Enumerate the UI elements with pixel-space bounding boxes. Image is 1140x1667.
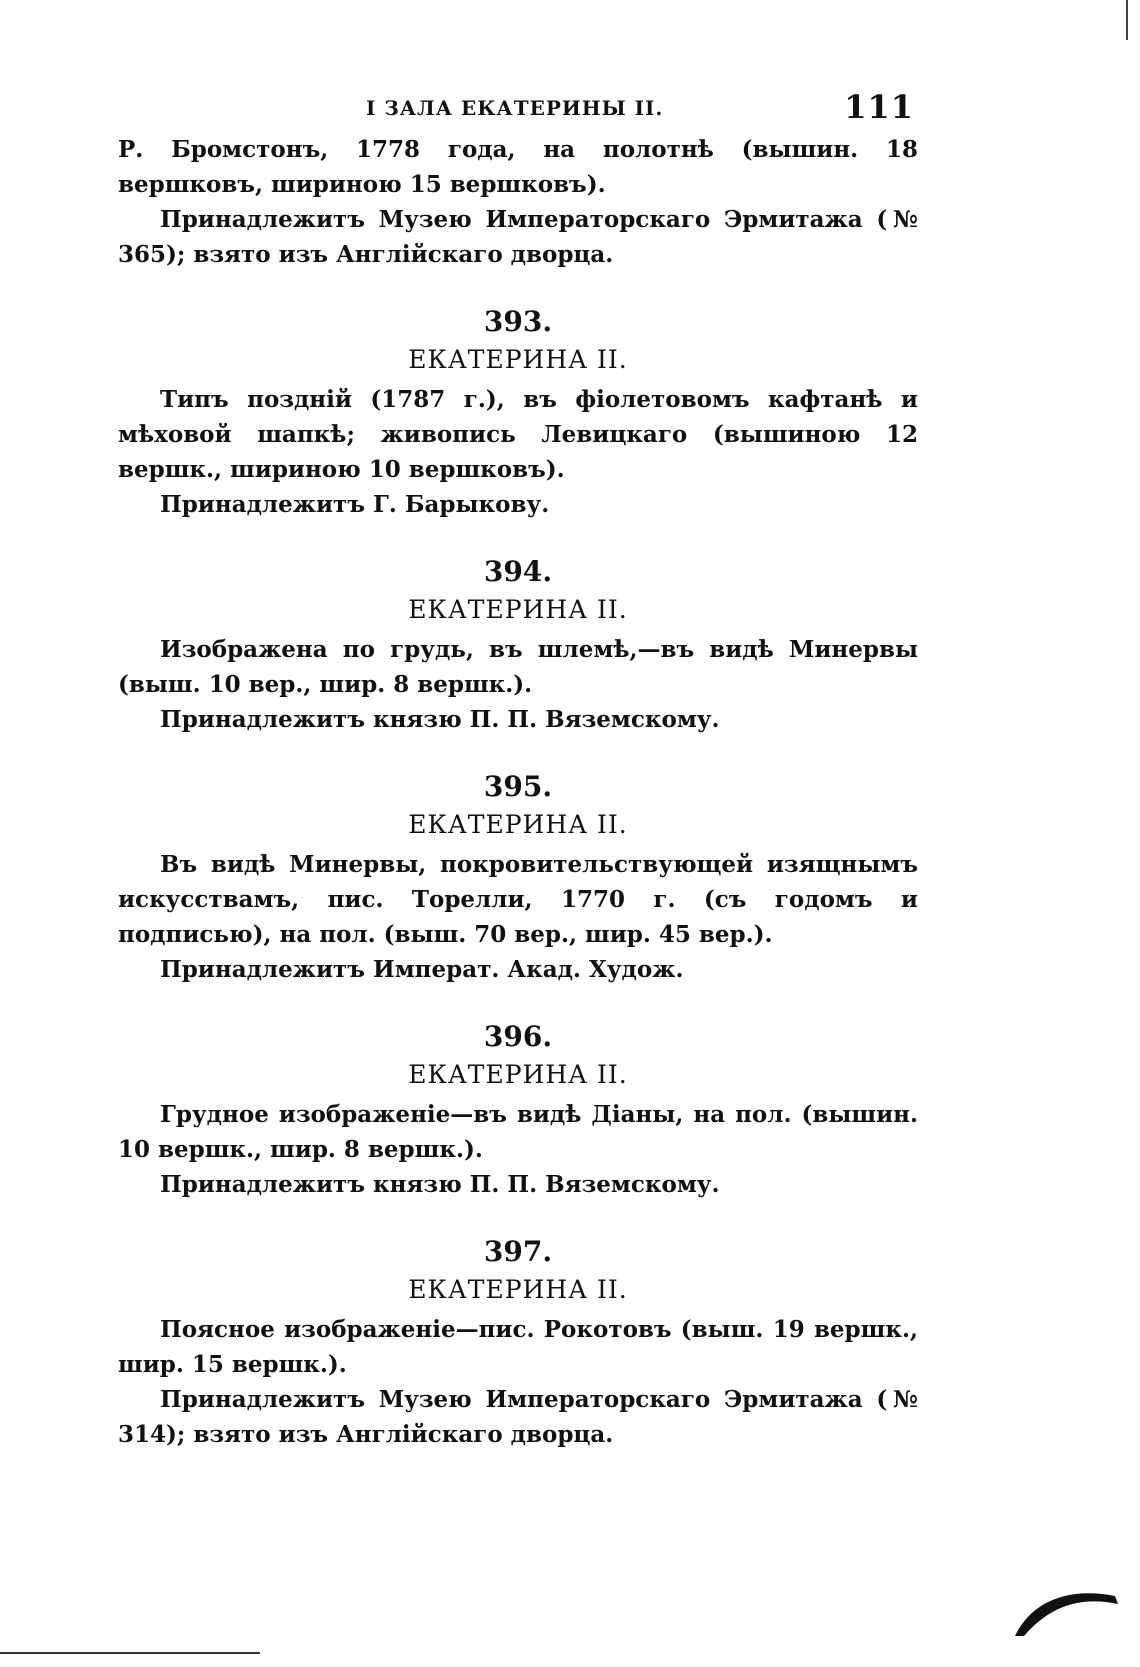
catalog-entry-397 — [118, 1232, 918, 1452]
intro-continuation — [118, 132, 918, 272]
entry-description: Поясное изображеніе—пис. Рокотовъ (выш. 19 вершк., шир. 15 вершк.). — [118, 1316, 918, 1378]
entry-owner: Принадлежитъ князю П. П. Вяземскому. — [160, 706, 720, 733]
catalog-entry-393 — [118, 302, 918, 522]
entry-title: ЕКАТЕРИНА II. — [408, 1275, 628, 1304]
entry-number: 395. — [483, 770, 553, 803]
entry-title: ЕКАТЕРИНА II. — [408, 345, 628, 374]
entry-owner: Принадлежитъ Императ. Акад. Худож. — [160, 956, 684, 983]
entry-title: ЕКАТЕРИНА II. — [408, 595, 628, 624]
scan-bottom-rule — [0, 1652, 260, 1654]
entry-description: Изображена по грудь, въ шлемѣ,—въ видѣ Минервы (выш. 10 вер., шир. 8 вершк.). — [118, 636, 918, 698]
entry-number: 394. — [483, 555, 553, 588]
scan-smudge-mark — [1010, 1574, 1130, 1644]
book-page — [118, 88, 918, 1588]
catalog-entry-396 — [118, 1017, 918, 1202]
page-number: 111 — [844, 88, 914, 126]
running-head — [118, 88, 918, 132]
running-title: I ЗАЛА ЕКАТЕРИНЫ II. — [366, 96, 664, 120]
entry-owner: Принадлежитъ Г. Барыкову. — [160, 491, 550, 518]
entry-number: 396. — [483, 1020, 553, 1053]
entry-title: ЕКАТЕРИНА II. — [408, 1060, 628, 1089]
catalog-entry-395 — [118, 767, 918, 987]
entry-description: Типъ поздній (1787 г.), въ фіолетовомъ кафтанѣ и мѣховой шапкѣ; живопись Левицкаго (вышиною 12 вершк., шириною 10 вершковъ). — [118, 386, 918, 483]
catalog-entry-394 — [118, 552, 918, 737]
entry-owner: Принадлежитъ князю П. П. Вяземскому. — [160, 1171, 720, 1198]
intro-owner-paragraph: Принадлежитъ Музею Императорскаго Эрмитажа (№ 365); взято изъ Англійскаго дворца. — [118, 206, 918, 268]
intro-paragraph: Р. Бромстонъ, 1778 года, на полотнѣ (вышин. 18 вершковъ, шириною 15 вершковъ). — [118, 136, 918, 198]
entry-owner: Принадлежитъ Музею Императорскаго Эрмитажа (№ 314); взято изъ Англійскаго дворца. — [118, 1386, 918, 1448]
entry-description: Въ видѣ Минервы, покровительствующей изящнымъ искусствамъ, пис. Торелли, 1770 г. (съ годомъ и подписью), на пол. (выш. 70 вер., шир. 45 вер.). — [118, 851, 918, 948]
entry-number: 393. — [483, 305, 553, 338]
entry-title: ЕКАТЕРИНА II. — [408, 810, 628, 839]
entry-number: 397. — [483, 1235, 553, 1268]
entry-description: Грудное изображеніе—въ видѣ Діаны, на пол. (вышин. 10 вершк., шир. 8 вершк.). — [118, 1101, 918, 1163]
scan-edge-mark — [1126, 0, 1128, 40]
